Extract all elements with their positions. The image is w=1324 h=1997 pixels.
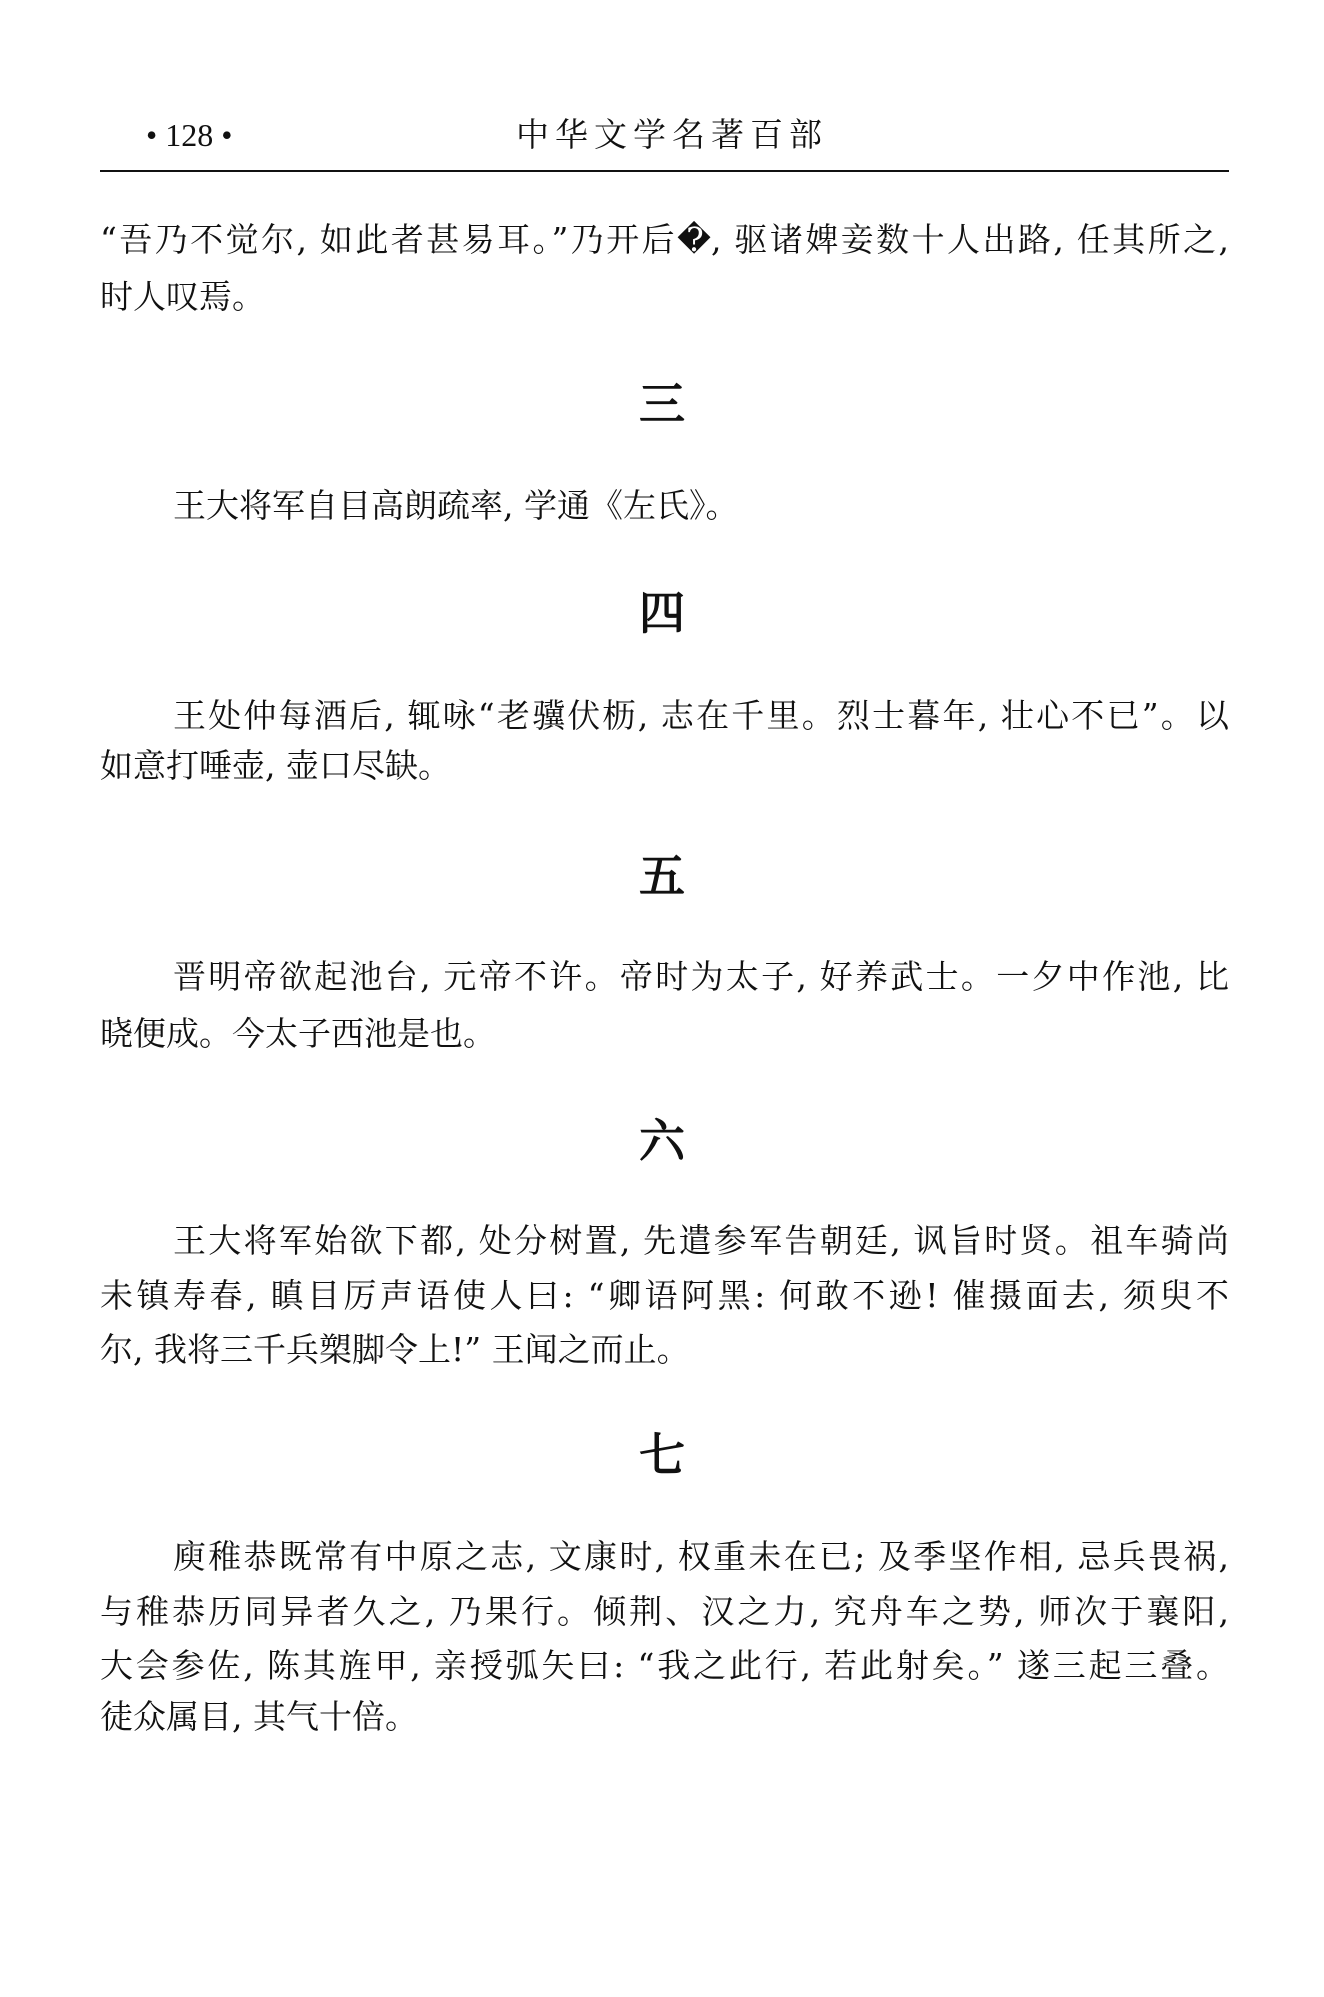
body-line: 庾稚恭既常有中原之志, 文康时, 权重未在已; 及季坚作相, 忌兵畏祸, <box>173 1537 1229 1576</box>
body-line: 晓便成。今太子西池是也。 <box>100 1014 496 1053</box>
body-line: 王大将军始欲下都, 处分树置, 先遣参军告朝廷, 讽旨时贤。祖车骑尚 <box>173 1221 1229 1260</box>
body-line: 尔, 我将三千兵槊脚令上!” 王闻之而止。 <box>100 1330 690 1369</box>
body-line: “吾乃不觉尔, 如此者甚易耳。”乃开后�, 驱诸婢妾数十人出路, 任其所之, <box>100 220 1229 259</box>
body-line: 大会参佐, 陈其旌甲, 亲授弧矢曰: “我之此行, 若此射矣。” 遂三起三叠。 <box>100 1646 1229 1685</box>
section-heading: 五 <box>639 849 685 903</box>
body-line: 晋明帝欲起池台, 元帝不许。帝时为太子, 好养武士。一夕中作池, 比 <box>173 957 1229 996</box>
section-heading: 三 <box>639 377 685 431</box>
running-header-page-number: • 128 • <box>146 117 233 153</box>
section-heading: 四 <box>639 586 685 640</box>
header-rule <box>100 170 1229 172</box>
body-line: 徒众属目, 其气十倍。 <box>100 1697 418 1736</box>
body-line: 未镇寿春, 瞋目厉声语使人曰: “卿语阿黑: 何敢不逊! 催摄面去, 须臾不 <box>100 1276 1229 1315</box>
body-line: 王处仲每酒后, 辄咏“老骥伏枥, 志在千里。烈士暮年, 壮心不已”。以 <box>173 696 1229 735</box>
body-line: 如意打唾壶, 壶口尽缺。 <box>100 746 451 785</box>
body-line: 时人叹焉。 <box>100 277 265 316</box>
running-header-book-title: 中华文学名著百部 <box>516 115 828 154</box>
section-heading: 六 <box>639 1114 685 1168</box>
body-line: 王大将军自目高朗疏率, 学通《左氏》。 <box>173 486 739 525</box>
body-line: 与稚恭历同异者久之, 乃果行。倾荆、汉之力, 究舟车之势, 师次于襄阳, <box>100 1592 1229 1631</box>
section-heading: 七 <box>639 1428 685 1482</box>
